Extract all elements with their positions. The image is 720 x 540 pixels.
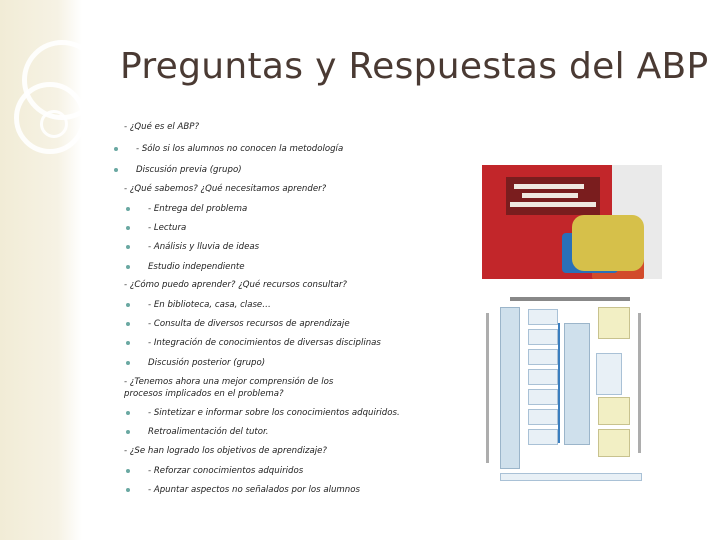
list-item: - Análisis y lluvia de ideas (126, 242, 259, 252)
list-item: - ¿Se han logrado los objetivos de aprendizaje? (124, 446, 327, 456)
diagram-box (528, 429, 558, 445)
list-item: - ¿Cómo puedo aprender? ¿Qué recursos consultar? (124, 280, 347, 290)
list-item: - Entrega del problema (126, 204, 247, 214)
diagram-column (564, 323, 590, 445)
list-item: - Integración de conocimientos de diversas disciplinas (126, 338, 381, 348)
list-item: - ¿Qué sabemos? ¿Qué necesitamos aprender? (124, 184, 327, 194)
diagram-box (596, 353, 622, 395)
diagram-side-label (638, 313, 641, 453)
diagram-note (598, 429, 630, 457)
list-item: - Consulta de diversos recursos de aprendizaje (126, 319, 350, 329)
decorative-sidebar (0, 0, 82, 540)
book-title-band (506, 177, 600, 215)
diagram-box (528, 329, 558, 345)
book-title-line-2 (522, 193, 578, 198)
diagram-arrow (558, 323, 560, 443)
list-item: - ¿Tenemos ahora una mejor comprensión de los procesos implicados en el problema? (124, 377, 334, 399)
book-title-line-1 (514, 184, 584, 189)
list-item: - Lectura (126, 223, 186, 233)
list-item: Retroalimentación del tutor. (126, 427, 269, 437)
slide-title: Preguntas y Respuestas del ABP (120, 46, 709, 87)
list-item: - ¿Qué es el ABP? (124, 122, 200, 132)
list-item: - Sólo si los alumnos no conocen la metodología (114, 144, 343, 154)
diagram-title-bar (510, 297, 630, 301)
puzzle-illustration (572, 215, 644, 271)
diagram-note (598, 307, 630, 339)
process-diagram-image (480, 293, 668, 488)
list-item: Discusión previa (grupo) (114, 165, 242, 175)
diagram-box (528, 369, 558, 385)
decorative-ring (40, 110, 68, 138)
diagram-column (500, 307, 520, 469)
diagram-footer (500, 473, 642, 481)
list-item: Discusión posterior (grupo) (126, 358, 265, 368)
diagram-box (528, 349, 558, 365)
diagram-box (528, 409, 558, 425)
book-title-line-3 (510, 202, 596, 207)
diagram-side-label (486, 313, 489, 463)
list-item: - En biblioteca, casa, clase… (126, 300, 271, 310)
diagram-note (598, 397, 630, 425)
list-item: - Apuntar aspectos no señalados por los alumnos (126, 485, 360, 495)
list-item: - Sintetizar e informar sobre los conocimientos adquiridos. (126, 408, 400, 418)
list-item: - Reforzar conocimientos adquiridos (126, 466, 303, 476)
book-cover-image (482, 165, 662, 280)
diagram-box (528, 389, 558, 405)
list-item: Estudio independiente (126, 262, 245, 272)
diagram-box (528, 309, 558, 325)
